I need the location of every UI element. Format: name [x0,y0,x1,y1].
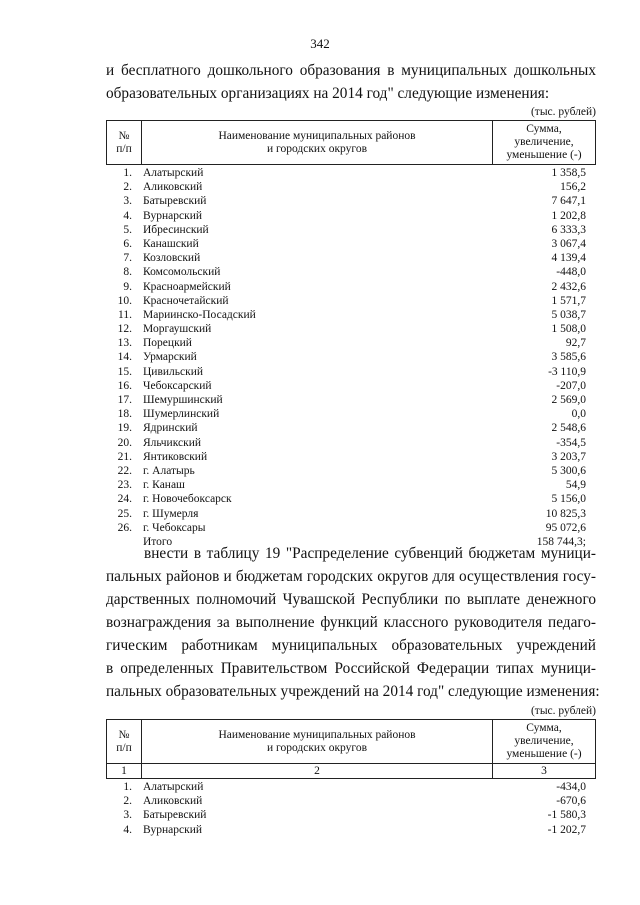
row-number: 8. [123,266,132,279]
row-value: -1 580,3 [547,809,586,822]
table-row [106,379,596,393]
row-number: 11. [118,308,132,321]
table1-body [106,166,596,549]
row-number: 4. [123,209,132,222]
row-number: 2. [123,795,132,808]
row-value: -1 202,7 [547,823,586,836]
row-name: Шемуршинский [143,394,223,406]
header-sum-line: уменьшение (-) [506,748,582,760]
row-number: 26. [117,521,132,534]
paragraph-line: внести в таблицу 19 "Распределение субвенций бюджетам муници- [144,545,596,562]
header-name-line: и городских округов [267,142,367,155]
row-name: Канашский [143,237,199,250]
table2-unit: (тыс. рублей) [530,705,596,717]
row-number: 5. [123,223,132,236]
table-row [106,322,596,336]
header-name-line: Наименование муниципальных районов [218,728,416,741]
header-num-line: п/п [116,741,132,754]
row-value: 5 038,7 [551,308,586,321]
table-row [106,237,596,251]
paragraph-line: вознаграждения за выполнение функций классного руководителя педаго- [106,614,596,631]
row-number: 7. [123,252,132,265]
header-name-cell [142,720,493,764]
row-value: 6 333,3 [551,223,586,236]
row-name: г. Алатырь [143,464,195,477]
table-row [106,794,596,808]
row-value: 2 548,6 [551,422,586,435]
row-value: 95 072,6 [545,521,586,534]
row-value: -3 110,9 [548,365,586,378]
table1-unit: (тыс. рублей) [530,106,596,118]
row-name: Красночетайский [143,294,229,307]
table-row [106,808,596,822]
row-name: Шумерлинский [143,408,220,421]
table-row [106,780,596,794]
row-name: Моргаушский [143,323,212,336]
row-name: Яльчикский [143,436,202,449]
column-number-cell: 2 [142,764,493,779]
table-row [106,350,596,364]
row-value: 0,0 [571,408,586,421]
row-number: 12. [117,323,132,336]
row-value: 1 508,0 [551,323,586,336]
row-name: Аликовский [143,795,203,808]
header-sum-line: уменьшение (-) [506,149,582,161]
row-name: г. Чебоксары [143,521,206,534]
table-row [106,209,596,223]
row-name: Козловский [143,252,201,265]
table-row [106,464,596,478]
header-sum-line: Сумма, [526,722,562,734]
header-name-line: Наименование муниципальных районов [218,129,416,142]
row-value: 4 139,4 [551,252,586,265]
row-name: Ядринский [143,422,198,435]
column-number-cell: 3 [493,764,596,779]
row-value: 156,2 [560,181,586,194]
paragraph-line: пальных районов и бюджетам городских округов для осуществления госу- [106,568,596,585]
header-sum-cell [493,121,596,165]
paragraph-line: дарственных полномочий Чувашской Республики по выплате денежного [106,591,596,608]
row-name: Батыревский [143,195,207,208]
main-paragraph [106,542,600,703]
table1-header [106,120,596,165]
row-value: 2 432,6 [551,280,586,293]
table-row [106,265,596,279]
row-value: 5 300,6 [551,464,586,477]
row-value: -434,0 [556,781,586,793]
row-value: 3 067,4 [551,237,586,250]
table-row [106,166,596,180]
row-name: Итого [143,535,173,548]
intro-line: и бесплатного дошкольного образования в муниципальных дошкольных [106,62,596,79]
table-row [106,450,596,464]
row-name: Мариинско-Посадский [143,308,256,321]
table2-header [106,719,596,779]
row-value: 10 825,3 [545,507,586,520]
row-number: 3. [123,195,132,208]
row-value: -207,0 [556,379,586,392]
intro-paragraph [106,59,596,105]
table2-body [106,780,596,837]
row-number: 25. [117,507,132,520]
row-number: 23. [117,479,132,492]
table-row [106,421,596,435]
table-row [106,436,596,450]
table-row [106,308,596,322]
row-value: -670,6 [556,795,586,808]
header-sum-line: увеличение, [514,136,574,148]
row-number: 22. [117,464,132,477]
header-sum-line: увеличение, [514,735,574,747]
header-num-cell [107,720,142,764]
table-row [106,251,596,265]
row-name: Чебоксарский [143,379,212,392]
table-row [106,478,596,492]
row-value: -354,5 [556,436,586,449]
row-number: 24. [117,493,132,506]
row-number: 4. [123,823,132,836]
row-value: 158 744,3; [536,535,586,548]
row-number: 2. [123,181,132,194]
row-value: -448,0 [556,266,586,279]
row-value: 1 571,7 [551,294,586,307]
table-row [106,492,596,506]
row-value: 1 358,5 [551,167,586,179]
column-number-cell: 1 [107,764,142,779]
page-number: 342 [310,36,330,51]
table-row [106,507,596,521]
paragraph-line: гическим работникам муниципальных образовательных учреждений [106,637,596,654]
row-number: 14. [117,351,132,364]
row-number: 17. [117,394,132,406]
table-row [106,280,596,294]
row-number: 9. [123,280,132,293]
intro-line: образовательных организациях на 2014 год" следующие изменения: [106,85,550,102]
row-number: 13. [117,337,132,350]
row-number: 18. [117,408,132,421]
header-sum-cell [493,720,596,764]
row-value: 2 569,0 [551,394,586,406]
table-row [106,393,596,407]
row-name: г. Канаш [143,479,185,492]
header-num-line: п/п [116,142,132,155]
table-row [106,180,596,194]
table-row [106,407,596,421]
paragraph-line: пальных образовательных учреждений на 2014 год" следующие изменения: [106,683,600,700]
table-row [106,365,596,379]
table-row [106,823,596,837]
table-row [106,194,596,208]
row-name: Алатырский [143,167,204,179]
row-number: 20. [117,436,132,449]
row-name: Комсомольский [143,266,221,279]
row-number: 6. [123,237,132,250]
row-number: 1. [123,781,132,793]
row-number: 10. [117,294,132,307]
row-number: 3. [123,809,132,822]
row-name: Алатырский [143,781,204,793]
header-name-line: и городских округов [267,741,367,754]
table-row [106,223,596,237]
row-name: Цивильский [143,365,204,378]
paragraph-line: в определенных Правительством Российской Федерации типах муници- [106,660,596,677]
header-sum-line: Сумма, [526,123,562,135]
row-name: Аликовский [143,181,203,194]
table-row [106,294,596,308]
row-value: 3 585,6 [551,351,586,364]
row-value: 3 203,7 [551,450,586,463]
row-name: Ибресинский [143,223,209,236]
row-number: 15. [117,365,132,378]
row-value: 92,7 [565,337,586,350]
row-name: г. Шумерля [143,507,199,520]
header-num-line: № [118,728,130,741]
row-value: 54,9 [565,479,586,492]
row-name: г. Новочебоксарск [143,493,232,506]
row-name: Янтиковский [143,450,208,463]
table-row [106,336,596,350]
row-name: Вурнарский [143,823,203,836]
row-name: Батыревский [143,809,207,822]
row-name: Урмарский [143,351,197,364]
row-name: Красноармейский [143,280,231,293]
row-number: 21. [117,450,132,463]
row-number: 1. [123,167,132,179]
row-value: 1 202,8 [551,209,586,222]
row-value: 5 156,0 [551,493,586,506]
row-number: 16. [117,379,132,392]
row-number: 19. [117,422,132,435]
row-value: 7 647,1 [551,195,586,208]
row-name: Порецкий [143,337,192,350]
header-num-cell [107,121,142,165]
row-name: Вурнарский [143,209,203,222]
header-name-cell [142,121,493,165]
table-row [106,521,596,535]
header-num-line: № [118,129,130,142]
